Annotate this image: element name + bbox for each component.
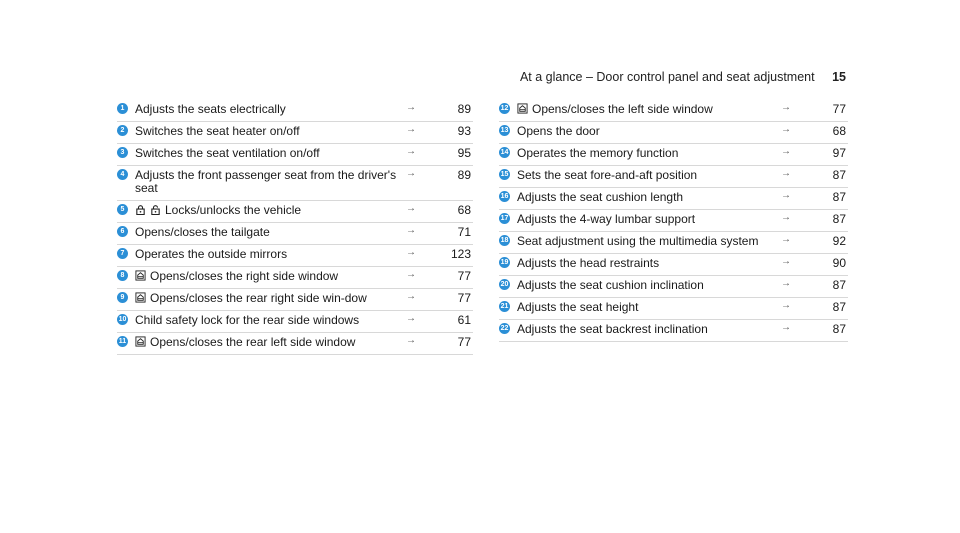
item-text: Adjusts the seat height [517,300,639,314]
item-text: Opens/closes the tailgate [135,225,270,239]
list-item [499,122,848,144]
page-ref-arrow-icon: → [406,102,416,113]
item-number-badge: 3 [117,147,128,158]
page-section-title: At a glance – Door control panel and seat adjustment [519,70,815,84]
item-number-badge: 22 [500,325,509,332]
list-item [117,311,473,333]
item-number-badge: 11 [118,338,127,345]
page-ref-arrow-icon: → [781,322,791,333]
left-column [117,100,473,355]
page-reference[interactable]: 95 [457,146,471,160]
page-number: 15 [832,70,846,84]
page-reference[interactable]: 87 [832,300,846,314]
page-reference[interactable]: 61 [457,313,471,327]
item-number-badge: 5 [117,204,128,215]
window-icon [517,103,528,114]
page-ref-arrow-icon: → [406,291,416,302]
item-description [517,235,782,248]
item-number-badge: 10 [118,316,127,323]
page-header [520,70,846,84]
page-ref-arrow-icon: → [781,168,791,179]
list-item [499,188,848,210]
list-item [499,144,848,166]
page-reference[interactable]: 90 [832,256,846,270]
list-item [499,276,848,298]
item-description [517,279,782,292]
item-text: Operates the memory function [517,146,679,160]
page-reference[interactable]: 92 [832,234,846,248]
item-number-badge: 16 [500,193,509,200]
item-text: Switches the seat heater on/off [135,124,300,138]
item-description [517,301,782,314]
page-ref-arrow-icon: → [781,212,791,223]
list-item [117,144,473,166]
page-ref-arrow-icon: → [781,102,791,113]
item-text: Opens/closes the rear left side window [150,335,356,349]
page-reference[interactable]: 68 [832,124,846,138]
page-reference[interactable]: 87 [832,212,846,226]
list-item [117,289,473,311]
item-description [517,257,782,270]
page-reference[interactable]: 123 [450,247,471,261]
list-item [117,245,473,267]
item-number-badge: 7 [117,248,128,259]
item-text: Opens/closes the rear right side win-dow [150,291,367,305]
item-description [135,147,400,160]
item-text: Adjusts the head restraints [517,256,660,270]
page-reference[interactable]: 68 [457,203,471,217]
item-text: Opens/closes the left side window [532,102,713,116]
item-number-badge: 2 [117,125,128,136]
right-column [499,100,848,342]
list-item [499,210,848,232]
page-ref-arrow-icon: → [406,335,416,346]
page-reference[interactable]: 77 [457,291,471,305]
page-ref-arrow-icon: → [406,124,416,135]
page-reference[interactable]: 87 [832,168,846,182]
window-icon [135,270,146,281]
item-description [135,314,400,327]
item-text: Operates the outside mirrors [135,247,288,261]
item-text: Sets the seat fore-and-aft position [517,168,698,182]
page-ref-arrow-icon: → [406,247,416,258]
unlock-icon [150,204,161,215]
item-text: Adjusts the seat backrest inclination [517,322,708,336]
item-number-badge: 12 [500,105,509,112]
page-ref-arrow-icon: → [781,146,791,157]
page-reference[interactable]: 89 [457,102,471,116]
page-ref-arrow-icon: → [406,269,416,280]
item-description [517,125,782,138]
page-ref-arrow-icon: → [781,124,791,135]
item-text: Seat adjustment using the multimedia system [517,234,759,248]
item-number-badge: 21 [500,303,509,310]
item-text: Adjusts the 4-way lumbar support [517,212,696,226]
list-item [499,320,848,342]
item-number-badge: 20 [500,281,509,288]
item-number-badge: 14 [500,149,509,156]
item-number-badge: 13 [500,127,509,134]
item-description [135,169,400,195]
item-text: Adjusts the seat cushion length [517,190,684,204]
page-reference[interactable]: 87 [832,190,846,204]
item-description [517,323,782,336]
page-ref-arrow-icon: → [406,168,416,179]
item-number-badge: 18 [500,237,509,244]
item-text: Child safety lock for the rear side windows [135,313,360,327]
item-description [517,191,782,204]
item-description [135,248,400,261]
item-text: Switches the seat ventilation on/off [135,146,320,160]
item-description [517,169,782,182]
item-text: Adjusts the seat cushion inclination [517,278,704,292]
page-ref-arrow-icon: → [406,146,416,157]
item-description [517,147,782,160]
list-item [117,166,473,201]
list-item [117,122,473,144]
lock-icon [135,204,146,215]
item-number-badge: 15 [500,171,509,178]
page-reference[interactable]: 89 [457,168,471,182]
list-item [499,254,848,276]
item-number-badge: 1 [117,103,128,114]
page-ref-arrow-icon: → [781,256,791,267]
list-item [117,267,473,289]
item-description [135,292,400,305]
item-number-badge: 17 [500,215,509,222]
item-text: Locks/unlocks the vehicle [165,203,302,217]
item-number-badge: 19 [500,259,509,266]
page-reference[interactable]: 93 [457,124,471,138]
item-description [135,103,400,116]
item-description [135,336,400,349]
item-number-badge: 6 [117,226,128,237]
window-icon [135,336,146,347]
item-text: Adjusts the seats electrically [135,102,286,116]
page-ref-arrow-icon: → [781,300,791,311]
item-description [517,103,782,116]
page-ref-arrow-icon: → [781,278,791,289]
list-item [499,100,848,122]
list-item [117,201,473,223]
item-description [135,204,400,217]
page-ref-arrow-icon: → [406,203,416,214]
item-number-badge: 4 [117,169,128,180]
page-reference[interactable]: 97 [832,146,846,160]
page-reference[interactable]: 77 [457,269,471,283]
list-item [117,223,473,245]
item-text: Adjusts the front passenger seat from the driver's seat [135,168,397,195]
item-description [517,213,782,226]
page-reference[interactable]: 87 [832,322,846,336]
page-ref-arrow-icon: → [781,234,791,245]
item-number-badge: 8 [117,270,128,281]
item-text: Opens/closes the right side window [150,269,339,283]
page-reference[interactable]: 77 [832,102,846,116]
item-text: Opens the door [517,124,600,138]
page-ref-arrow-icon: → [781,190,791,201]
item-description [135,270,400,283]
page-reference[interactable]: 77 [457,335,471,349]
list-item [117,100,473,122]
page-reference[interactable]: 87 [832,278,846,292]
page-ref-arrow-icon: → [406,225,416,236]
list-item [499,232,848,254]
list-item [117,333,473,355]
page-reference[interactable]: 71 [457,225,471,239]
item-description [135,125,400,138]
list-item [499,298,848,320]
item-description [135,226,400,239]
window-icon [135,292,146,303]
item-number-badge: 9 [117,292,128,303]
page-ref-arrow-icon: → [406,313,416,324]
list-item [499,166,848,188]
